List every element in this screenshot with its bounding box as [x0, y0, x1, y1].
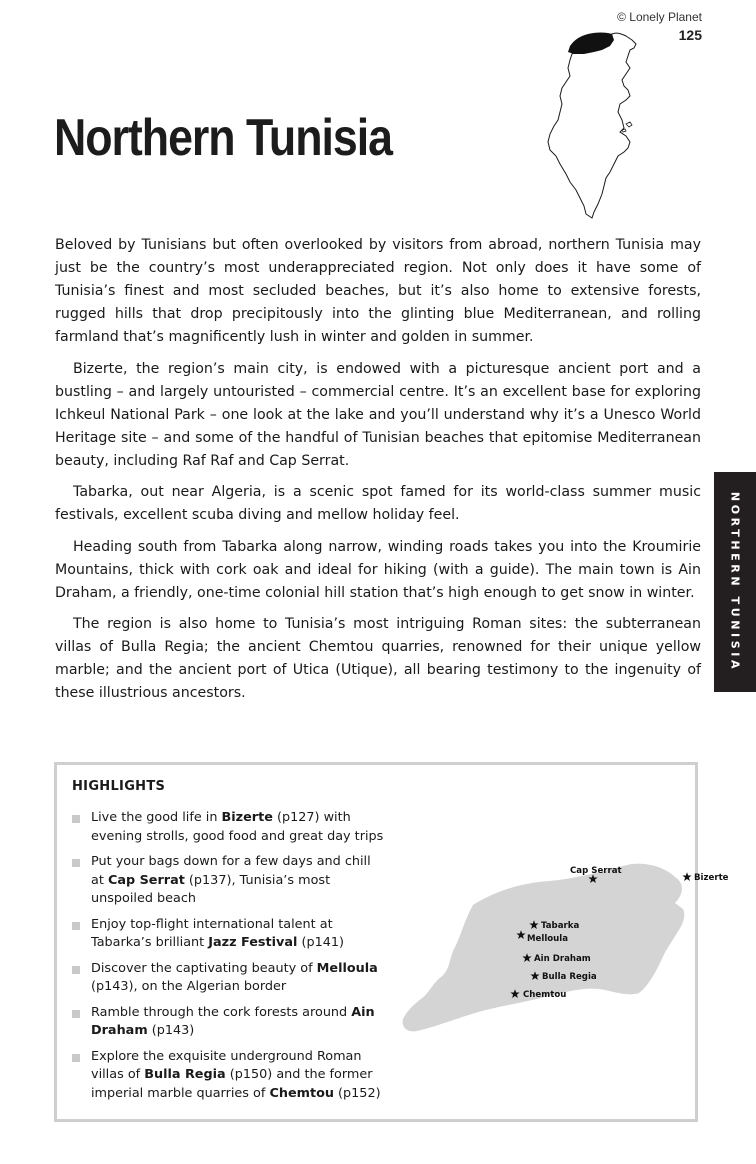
paragraph: The region is also home to Tunisia’s most intriguing Roman sites: the subterranean villas of Bulla Regia; the ancient Chemtou quarries, renowned for their unique yellow marble; and the ancient port of Utica (Utique), all bearing testimony to the ingenuity of these illustrious ancestors.: [55, 616, 701, 701]
item-text: (p152): [333, 1085, 381, 1101]
page-number: 125: [678, 27, 702, 43]
item-highlight: Melloula: [316, 960, 378, 976]
item-text: Enjoy top-flight international talent at Tabarka’s brilliant: [91, 916, 333, 950]
paragraph: Tabarka, out near Algeria, is a scenic spot famed for its world-class summer music festivals, excellent scuba diving and mellow holiday feel.: [55, 484, 701, 523]
map-label-bulla-regia: Bulla Regia: [542, 972, 597, 982]
item-text: Explore the exquisite underground Roman villas of: [91, 1048, 362, 1082]
item-highlight: Cap Serrat: [107, 872, 185, 888]
chapter-side-tab: [714, 472, 756, 692]
list-item: [72, 853, 387, 909]
square-bullet-icon: [72, 1054, 80, 1062]
square-bullet-icon: [72, 922, 80, 930]
list-item: [72, 916, 387, 953]
item-text: (p127) with evening strolls, good food and great day trips: [91, 810, 384, 844]
square-bullet-icon: [72, 859, 80, 867]
item-highlight: Jazz Festival: [208, 935, 298, 950]
paragraph: Heading south from Tabarka along narrow, winding roads takes you into the Kroumirie Mountains, thick with cork oak and ideal for hiking (with a guide). The main town is Ain Draham, a friendly, one-time colonial hill station that’s high enough to get snow in winter.: [55, 538, 701, 601]
highlights-box: [54, 762, 729, 1122]
map-label-ain-draham: Ain Draham: [534, 954, 591, 964]
highlights-list: [72, 809, 387, 1110]
item-text: (p137), Tunisia’s most unspoiled beach: [91, 872, 331, 906]
paragraph: Beloved by Tunisians but often overlooked by visitors from abroad, northern Tunisia may just be the country’s most underappreciated region. Not only does it have some of Tunisia’s finest and most secluded beaches, but it’s also home to extensive forests, rugged hills that drop precipitously into the glinting blue Mediterranean, and rolling farmland that’s magnificently lush in winter and golden in summer.: [55, 237, 701, 345]
item-highlight: Chemtou: [269, 1085, 334, 1101]
item-text: Ramble through the cork forests around: [91, 1004, 352, 1020]
square-bullet-icon: [72, 815, 80, 823]
map-label-melloula: Melloula: [527, 934, 569, 944]
northern-tunisia-map: [399, 857, 729, 1037]
list-item: [72, 1004, 387, 1041]
highlights-heading: HIGHLIGHTS: [72, 779, 166, 794]
tunisia-locator-map: [540, 28, 650, 220]
copyright-notice: © Lonely Planet: [617, 10, 702, 24]
chapter-tab-label: NORTHERN TUNISIA: [728, 491, 742, 673]
item-text: Discover the captivating beauty of: [91, 960, 317, 976]
page-title: Northern Tunisia: [54, 109, 392, 167]
item-text: (p143): [147, 1023, 195, 1038]
region-shape: [403, 864, 685, 1032]
paragraph: Bizerte, the region’s main city, is endowed with a picturesque ancient port and a bustling – and largely untouristed – commercial centre. It’s an excellent base for exploring Ichkeul National Park – one look at the lake and you’ll understand why it’s a Unesco World Heritage site – and some of the handful of Tunisian beaches that epitomise Mediterranean beauty, including Raf Raf and Cap Serrat.: [55, 360, 701, 469]
list-item: [72, 1048, 387, 1104]
list-item: [72, 809, 387, 846]
item-text: (p143), on the Algerian border: [91, 979, 287, 994]
bizerte-star-icon: [682, 872, 691, 881]
map-label-tabarka: Tabarka: [541, 921, 580, 931]
item-text: (p150) and the former imperial marble quarries of: [91, 1067, 373, 1101]
square-bullet-icon: [72, 1010, 80, 1018]
map-label-cap-serrat: Cap Serrat: [570, 866, 622, 876]
item-highlight: Bizerte: [221, 810, 273, 825]
item-text: Put your bags down for a few days and chill at: [91, 854, 371, 888]
item-text: (p141): [297, 935, 344, 950]
item-text: Live the good life in: [91, 810, 222, 825]
intro-text: [55, 234, 701, 714]
list-item: [72, 960, 387, 997]
square-bullet-icon: [72, 966, 80, 974]
item-highlight: Ain Draham: [91, 1004, 375, 1038]
item-highlight: Bulla Regia: [144, 1067, 226, 1082]
map-label-chemtou: Chemtou: [523, 990, 567, 1000]
map-label-bizerte: Bizerte: [694, 873, 729, 883]
